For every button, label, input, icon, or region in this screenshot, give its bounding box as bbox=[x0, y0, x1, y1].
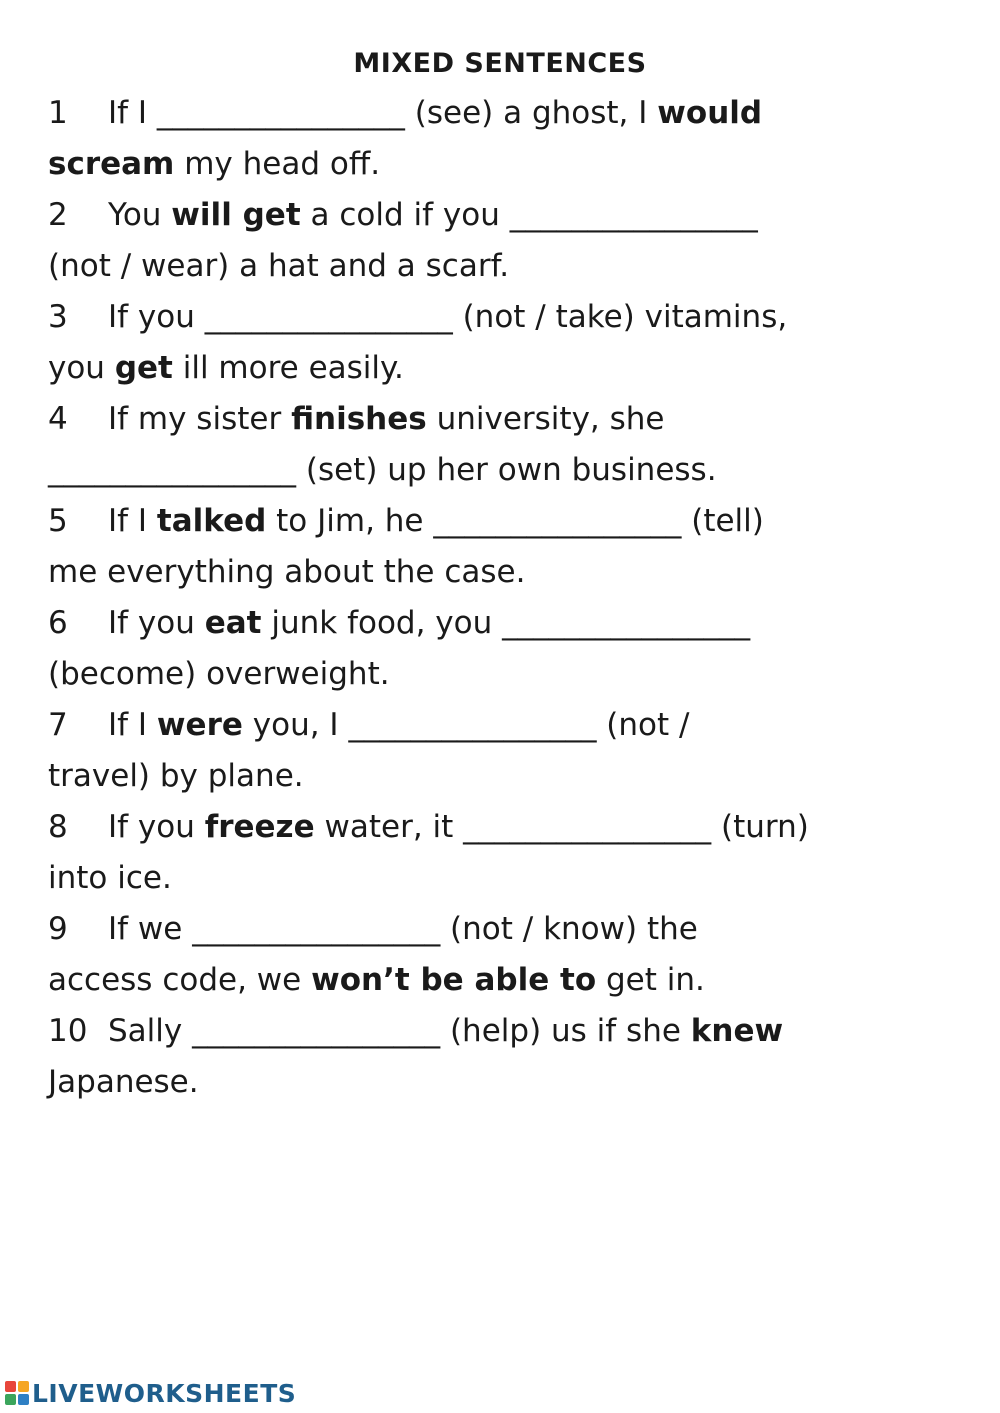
question-4 bbox=[48, 401, 665, 437]
question-10 bbox=[48, 1013, 784, 1049]
question-text: If you bbox=[108, 605, 205, 641]
key-verb: won’t be able to bbox=[311, 962, 597, 998]
question-4-cont bbox=[48, 452, 717, 488]
question-text: If you bbox=[108, 299, 205, 335]
question-1 bbox=[48, 95, 763, 131]
key-verb: will get bbox=[171, 197, 301, 233]
answer-blank[interactable]: ________________ bbox=[502, 605, 751, 641]
question-text: to Jim, he bbox=[266, 503, 434, 539]
question-5 bbox=[48, 503, 764, 539]
question-number: 8 bbox=[48, 809, 68, 845]
answer-blank[interactable]: ________________ bbox=[48, 452, 296, 488]
question-number: 9 bbox=[48, 911, 68, 947]
key-verb: eat bbox=[204, 605, 262, 641]
key-verb: were bbox=[156, 707, 243, 743]
question-text: (help) us if she bbox=[440, 1013, 691, 1049]
liveworksheets-footer[interactable] bbox=[4, 1378, 296, 1408]
key-verb: finishes bbox=[291, 401, 427, 437]
question-text: water, it bbox=[314, 809, 464, 845]
question-text: (tell) bbox=[681, 503, 764, 539]
question-text: (not / bbox=[596, 707, 690, 743]
question-7-cont bbox=[48, 758, 304, 794]
question-2-cont bbox=[48, 248, 510, 284]
question-text: (not / take) vitamins, bbox=[452, 299, 788, 335]
question-text: (not / know) the bbox=[440, 911, 698, 947]
question-text: (see) a ghost, I bbox=[404, 95, 658, 131]
page-title: MIXED SENTENCES bbox=[353, 48, 647, 79]
question-text: you bbox=[48, 350, 115, 386]
question-text: If I bbox=[108, 95, 157, 131]
question-text: If we bbox=[108, 911, 193, 947]
question-text: If my sister bbox=[108, 401, 292, 437]
question-9 bbox=[48, 911, 698, 947]
question-number: 5 bbox=[48, 503, 68, 539]
liveworksheets-logo-text: LIVEWORKSHEETS bbox=[32, 1378, 297, 1408]
key-verb: knew bbox=[690, 1013, 784, 1049]
question-6 bbox=[48, 605, 751, 641]
question-3 bbox=[48, 299, 788, 335]
question-text: into ice. bbox=[48, 860, 172, 896]
question-text: a cold if you bbox=[300, 197, 510, 233]
answer-blank[interactable]: ________________ bbox=[509, 197, 758, 233]
question-number: 2 bbox=[48, 197, 68, 233]
question-5-cont bbox=[48, 554, 526, 590]
question-text: (turn) bbox=[711, 809, 809, 845]
answer-blank[interactable]: ________________ bbox=[192, 1013, 441, 1049]
liveworksheets-logo-icon bbox=[4, 1380, 30, 1406]
question-text: If you bbox=[108, 809, 205, 845]
question-text: If I bbox=[108, 503, 157, 539]
question-text: ill more easily. bbox=[172, 350, 404, 386]
key-verb: get bbox=[114, 350, 173, 386]
question-text: If I bbox=[108, 707, 157, 743]
question-text: junk food, you bbox=[261, 605, 503, 641]
key-verb: freeze bbox=[204, 809, 315, 845]
answer-blank[interactable]: ________________ bbox=[348, 707, 597, 743]
question-number: 1 bbox=[48, 95, 68, 131]
key-verb: would bbox=[657, 95, 763, 131]
question-3-cont bbox=[48, 350, 404, 386]
question-text: you, I bbox=[242, 707, 349, 743]
question-number: 7 bbox=[48, 707, 68, 743]
question-number: 4 bbox=[48, 401, 68, 437]
question-8-cont bbox=[48, 860, 172, 896]
question-text: Sally bbox=[108, 1013, 193, 1049]
question-text: You bbox=[108, 197, 172, 233]
question-text: access code, we bbox=[48, 962, 312, 998]
question-6-cont bbox=[48, 656, 390, 692]
question-1-cont bbox=[48, 146, 381, 182]
question-text: get in. bbox=[596, 962, 705, 998]
question-text: (set) up her own business. bbox=[296, 452, 717, 488]
question-10-cont bbox=[48, 1064, 199, 1100]
question-text: university, she bbox=[426, 401, 665, 437]
question-number: 6 bbox=[48, 605, 68, 641]
answer-blank[interactable]: ________________ bbox=[433, 503, 682, 539]
question-7 bbox=[48, 707, 690, 743]
question-2 bbox=[48, 197, 758, 233]
question-text: me everything about the case. bbox=[48, 554, 526, 590]
question-text: travel) by plane. bbox=[48, 758, 304, 794]
key-verb: scream bbox=[48, 146, 175, 182]
question-9-cont bbox=[48, 962, 705, 998]
question-text: Japanese. bbox=[48, 1064, 199, 1100]
question-number: 10 bbox=[48, 1013, 88, 1049]
answer-blank[interactable]: ________________ bbox=[156, 95, 405, 131]
answer-blank[interactable]: ________________ bbox=[204, 299, 453, 335]
answer-blank[interactable]: ________________ bbox=[192, 911, 441, 947]
question-text: (become) overweight. bbox=[48, 656, 390, 692]
key-verb: talked bbox=[156, 503, 267, 539]
question-text: my head off. bbox=[174, 146, 381, 182]
question-text: (not / wear) a hat and a scarf. bbox=[48, 248, 510, 284]
question-number: 3 bbox=[48, 299, 68, 335]
answer-blank[interactable]: ________________ bbox=[463, 809, 712, 845]
question-8 bbox=[48, 809, 809, 845]
